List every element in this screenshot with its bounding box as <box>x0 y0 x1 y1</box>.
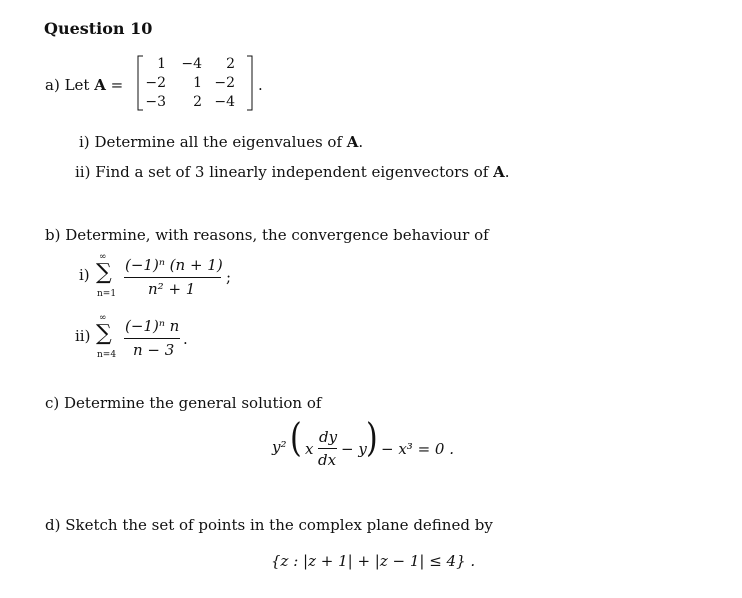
item-text: Determine all the eigenvalues of <box>94 133 342 151</box>
series-i-upper: ∞ <box>99 252 107 262</box>
ode-dy: dy <box>319 428 338 446</box>
ode-x: x <box>305 440 314 458</box>
ode-right-paren: ) <box>366 415 378 462</box>
series-ii-number: ii) <box>75 327 91 345</box>
part-d-label: d) Sketch the set of points in the complex plane defined by <box>45 516 493 534</box>
series-i-end: ; <box>226 268 232 286</box>
ode-left-paren: ( <box>290 415 302 462</box>
matrix-cell: −4 <box>214 94 235 110</box>
part-b-label: b) Determine, with reasons, the convergence behaviour of <box>45 226 489 244</box>
matrix-cell: 2 <box>226 56 235 72</box>
matrix-cell: −2 <box>145 75 166 91</box>
part-c-label: c) Determine the general solution of <box>45 394 322 412</box>
matrix-end-punct: . <box>258 76 263 94</box>
series-i-fraction-bar <box>124 277 221 278</box>
ode-rest: − x³ = 0 . <box>381 440 454 458</box>
ode-minus-y: − y <box>341 440 367 458</box>
part-a-text: a) Let <box>45 76 90 94</box>
series-ii-denominator: n − 3 <box>133 341 175 359</box>
ode-y-squared: y² <box>272 438 287 456</box>
item-a-i <box>79 133 363 151</box>
question-title: Question 10 <box>44 19 153 38</box>
complex-set: {z : |z + 1| + |z − 1| ≤ 4} . <box>271 552 476 570</box>
item-text: Find a set of 3 linearly independent eigenvectors of <box>95 163 489 181</box>
matrix-cell: −3 <box>145 94 166 110</box>
item-number: i) <box>79 133 90 151</box>
series-ii-numerator: (−1)ⁿ n <box>125 317 180 335</box>
matrix-cell: 1 <box>193 75 202 91</box>
item-number: ii) <box>75 163 91 181</box>
series-i-denominator: n² + 1 <box>148 280 196 298</box>
equals-sign: = <box>110 76 124 94</box>
matrix-cell: −2 <box>214 75 235 91</box>
series-i-lower: n=1 <box>97 289 117 299</box>
matrix-cell: 1 <box>157 56 166 72</box>
matrix-name: A <box>94 76 106 94</box>
series-ii-lower: n=4 <box>97 350 117 360</box>
matrix-cell: 2 <box>193 94 202 110</box>
item-end: . <box>504 163 510 181</box>
item-symbol: A <box>493 163 505 181</box>
part-a-label <box>45 76 123 94</box>
matrix-cell: −4 <box>181 56 202 72</box>
series-i-sigma: ∑ <box>96 260 112 285</box>
series-ii-end: . <box>183 330 188 348</box>
item-symbol: A <box>346 133 359 151</box>
series-ii-fraction-bar <box>124 338 180 339</box>
series-ii-upper: ∞ <box>99 313 107 323</box>
series-i-number: i) <box>79 266 90 284</box>
item-end: . <box>358 133 364 151</box>
ode-fraction-bar <box>318 448 337 449</box>
series-ii-sigma: ∑ <box>96 321 112 346</box>
ode-dx: dx <box>318 451 337 469</box>
series-i-numerator: (−1)ⁿ (n + 1) <box>125 256 223 274</box>
item-a-ii <box>75 163 510 181</box>
